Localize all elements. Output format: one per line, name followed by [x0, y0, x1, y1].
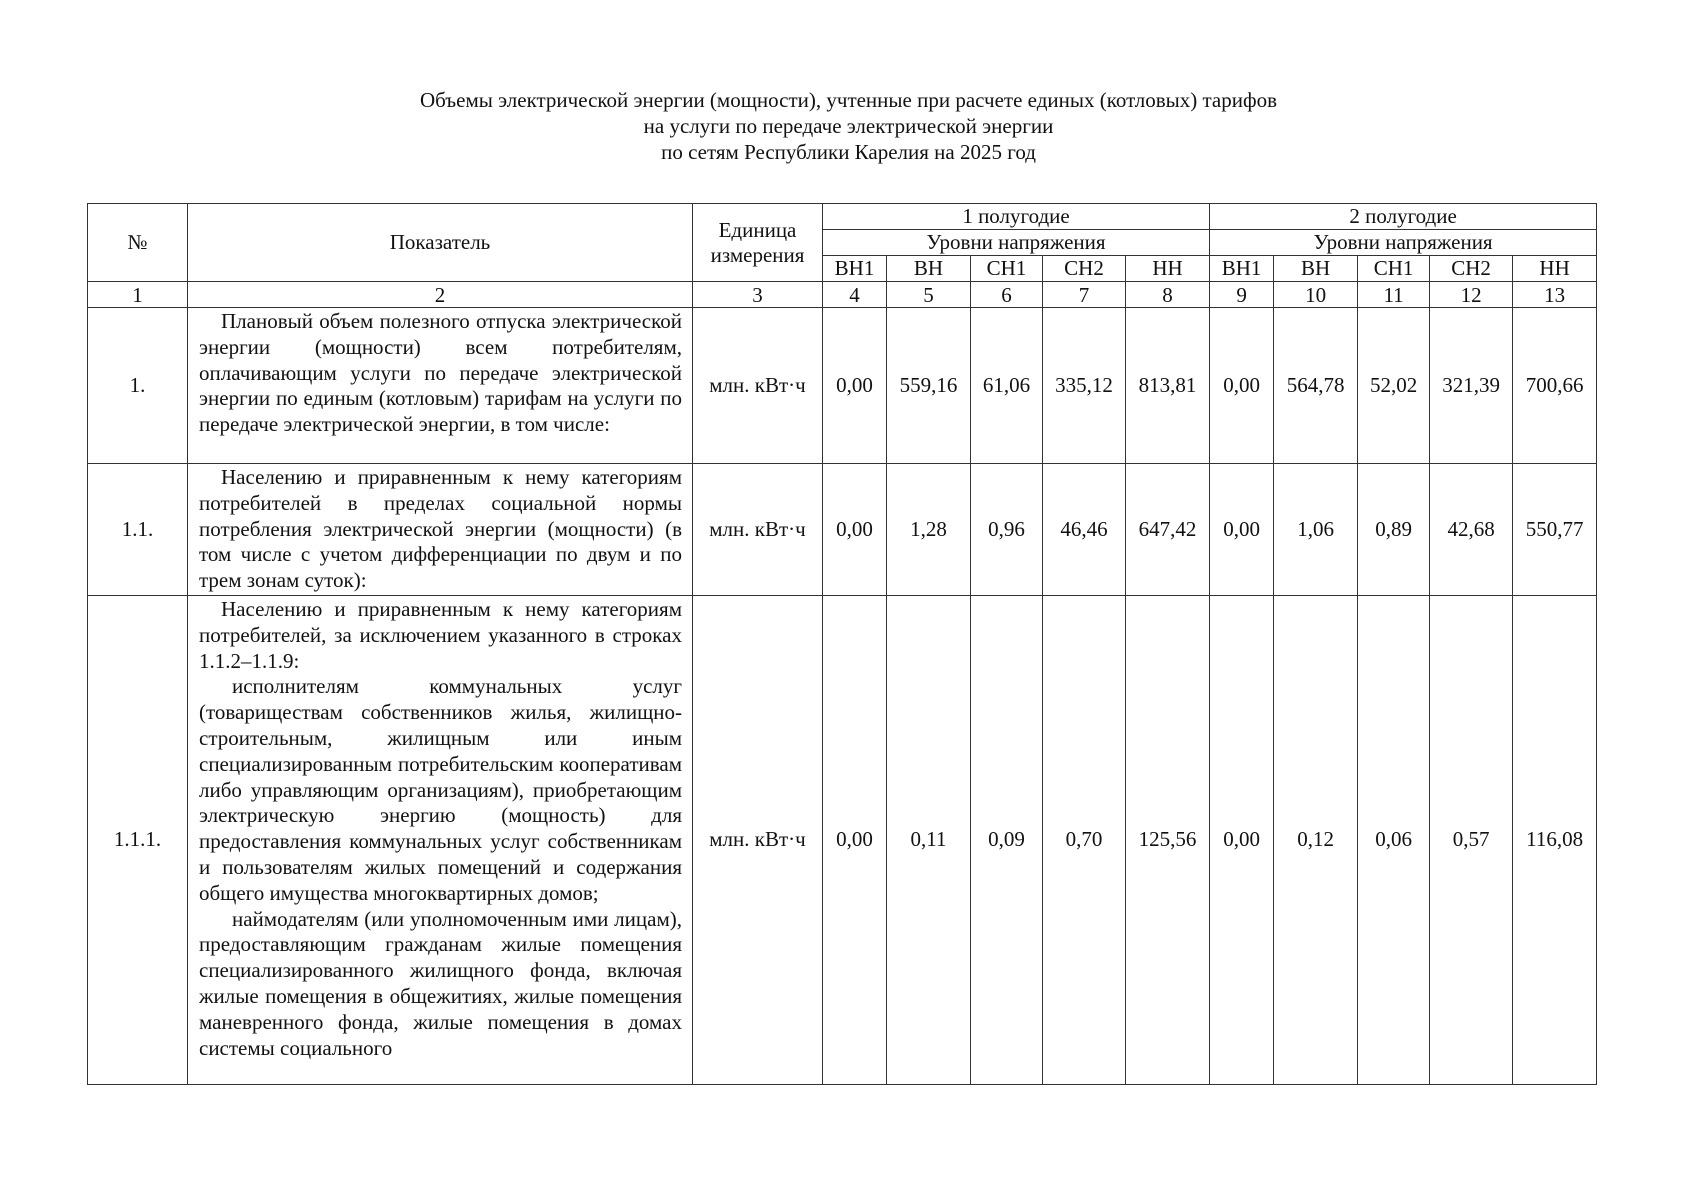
column-number: 7	[1043, 282, 1126, 308]
table-row	[88, 464, 1597, 596]
column-number: 9	[1210, 282, 1274, 308]
column-number: 6	[971, 282, 1043, 308]
level-header: ВН1	[1210, 256, 1274, 282]
header-unit: Единица измерения	[693, 204, 823, 282]
value-cell: 61,06	[971, 308, 1043, 464]
value-cell: 0,00	[823, 308, 887, 464]
title-line-2: на услуги по передаче электрической энергии	[643, 114, 1054, 138]
level-header: СН1	[971, 256, 1043, 282]
column-number: 4	[823, 282, 887, 308]
value-cell: 0,00	[1210, 308, 1274, 464]
value-cell: 564,78	[1274, 308, 1358, 464]
value-cell: 813,81	[1126, 308, 1210, 464]
value-cell: 0,70	[1043, 595, 1126, 1084]
column-number: 11	[1358, 282, 1430, 308]
value-cell: 1,06	[1274, 464, 1358, 596]
level-header: НН	[1513, 256, 1597, 282]
value-cell: 647,42	[1126, 464, 1210, 596]
value-cell: 335,12	[1043, 308, 1126, 464]
row-unit: млн. кВт·ч	[693, 595, 823, 1084]
column-number: 1	[88, 282, 188, 308]
row-unit: млн. кВт·ч	[693, 308, 823, 464]
header-voltage-levels-2: Уровни напряжения	[1210, 230, 1597, 256]
value-cell: 0,00	[823, 464, 887, 596]
row-number: 1.1.1.	[88, 595, 188, 1084]
value-cell: 0,12	[1274, 595, 1358, 1084]
level-header: СН1	[1358, 256, 1430, 282]
title-line-3: по сетям Республики Карелия на 2025 год	[661, 140, 1036, 164]
row-paragraph: Плановый объем полезного отпуска электрической энергии (мощности) всем потребителям, оплачивающим услуги по передаче электрической энергии по единым (котловым) тарифам на услуги по передаче электрической энергии, в том числе:	[199, 309, 682, 437]
column-number: 5	[887, 282, 971, 308]
header-indicator: Показатель	[188, 204, 693, 282]
header-row-1	[88, 204, 1597, 230]
value-cell: 52,02	[1358, 308, 1430, 464]
level-header: ВН	[887, 256, 971, 282]
table-row	[88, 308, 1597, 464]
value-cell: 0,89	[1358, 464, 1430, 596]
value-cell: 0,00	[823, 595, 887, 1084]
value-cell: 700,66	[1513, 308, 1597, 464]
level-header: СН2	[1043, 256, 1126, 282]
value-cell: 125,56	[1126, 595, 1210, 1084]
level-header: НН	[1126, 256, 1210, 282]
value-cell: 0,00	[1210, 595, 1274, 1084]
row-paragraph: Населению и приравненным к нему категориям потребителей, за исключением указанного в строках 1.1.2–1.1.9:	[199, 596, 682, 673]
value-cell: 1,28	[887, 464, 971, 596]
value-cell: 0,00	[1210, 464, 1274, 596]
column-number: 10	[1274, 282, 1358, 308]
level-header: ВН	[1274, 256, 1358, 282]
value-cell: 550,77	[1513, 464, 1597, 596]
value-cell: 0,11	[887, 595, 971, 1084]
value-cell: 46,46	[1043, 464, 1126, 596]
row-description	[188, 464, 693, 596]
value-cell: 0,09	[971, 595, 1043, 1084]
value-cell: 42,68	[1430, 464, 1513, 596]
value-cell: 321,39	[1430, 308, 1513, 464]
tariff-volumes-table	[87, 203, 1597, 1085]
table-row	[88, 595, 1597, 1084]
value-cell: 559,16	[887, 308, 971, 464]
value-cell: 0,06	[1358, 595, 1430, 1084]
value-cell: 0,96	[971, 464, 1043, 596]
value-cell: 116,08	[1513, 595, 1597, 1084]
value-cell: 0,57	[1430, 595, 1513, 1084]
column-number: 12	[1430, 282, 1513, 308]
row-description	[188, 308, 693, 464]
header-half-2: 2 полугодие	[1210, 204, 1597, 230]
level-header: СН2	[1430, 256, 1513, 282]
row-paragraph: наймодателям (или уполномоченным ими лицам), предоставляющим гражданам жилые помещения специализированного жилищного фонда, включая жилые помещения в общежитиях, жилые помещения маневренного фонда, жилые помещения в домах системы социального	[199, 906, 682, 1060]
column-number: 13	[1513, 282, 1597, 308]
level-header: ВН1	[823, 256, 887, 282]
document-title	[0, 87, 1697, 165]
column-number: 8	[1126, 282, 1210, 308]
title-line-1: Объемы электрической энергии (мощности), учтенные при расчете единых (котловых) тарифов	[419, 88, 1278, 112]
row-paragraph: Населению и приравненным к нему категориям потребителей в пределах социальной нормы потребления электрической энергии (мощности) (в том числе с учетом дифференциации по двум и по трем зонам суток):	[199, 465, 682, 593]
header-no: №	[88, 204, 188, 282]
header-voltage-levels-1: Уровни напряжения	[823, 230, 1210, 256]
row-unit: млн. кВт·ч	[693, 464, 823, 596]
header-half-1: 1 полугодие	[823, 204, 1210, 230]
row-number: 1.	[88, 308, 188, 464]
row-paragraph: исполнителям коммунальных услуг (товариществам собственников жилья, жилищно-строительным, жилищным или иным специализированным потребительским кооперативам либо управляющим организациям), приобретающим электрическую энергию (мощность) для предоставления коммунальных услуг собственникам и пользователям жилых помещений и содержания общего имущества многоквартирных домов;	[199, 674, 682, 905]
column-numbers-row	[88, 282, 1597, 308]
row-number: 1.1.	[88, 464, 188, 596]
row-description	[188, 595, 693, 1084]
column-number: 3	[693, 282, 823, 308]
column-number: 2	[188, 282, 693, 308]
